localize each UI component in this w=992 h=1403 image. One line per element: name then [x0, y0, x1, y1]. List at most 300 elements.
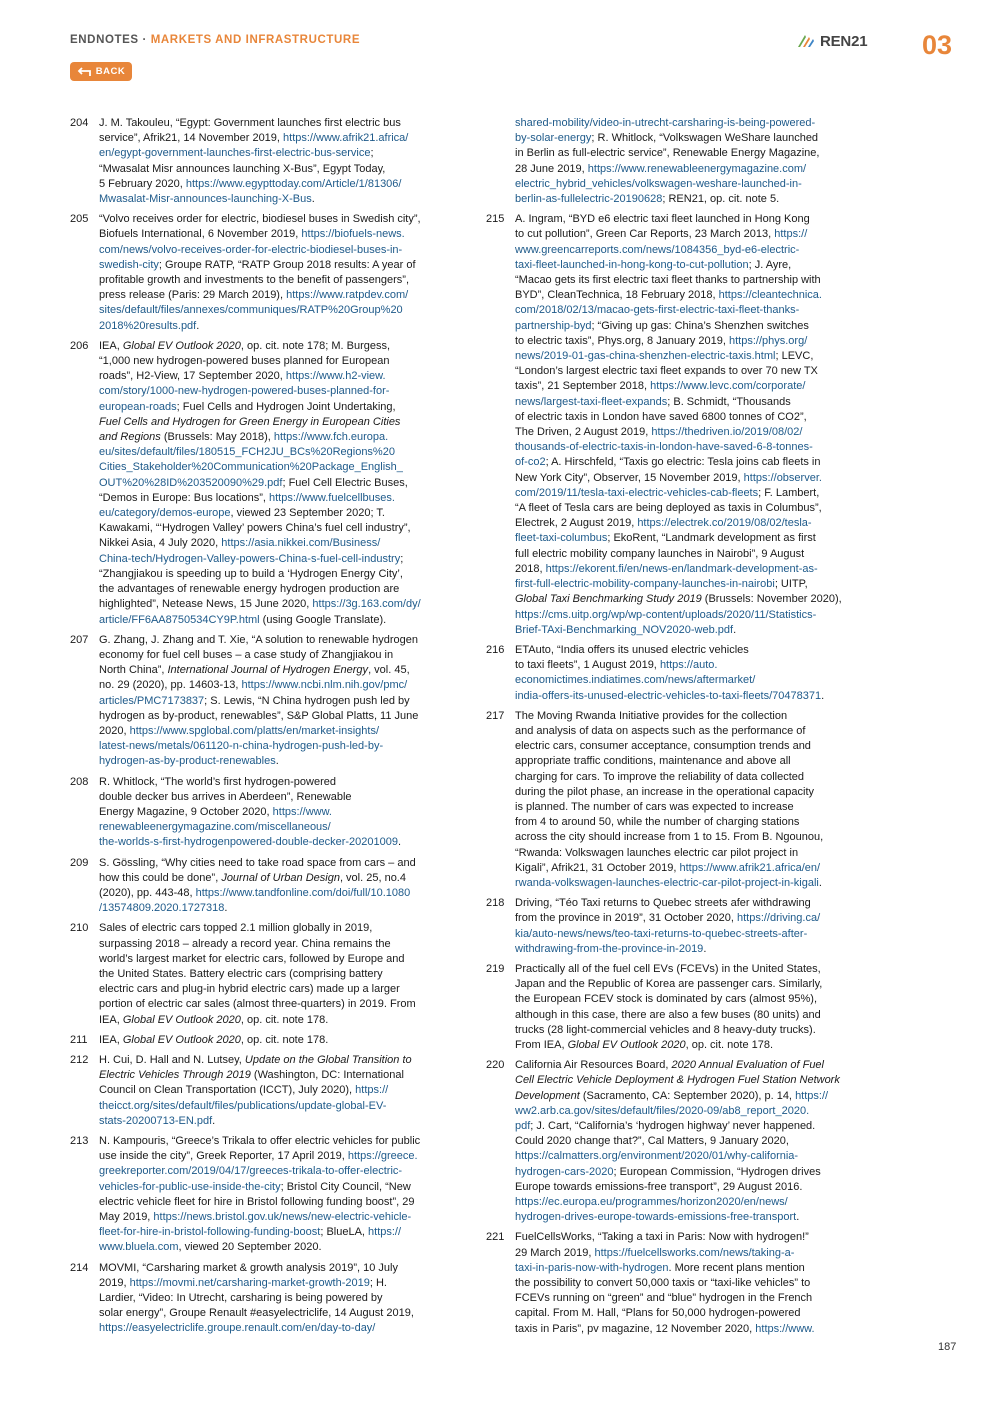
reference-link[interactable]: theicct.org/sites/default/files/publications/update-global-EV-: [99, 1099, 387, 1112]
endnote-line: [99, 886, 460, 901]
endnote: [70, 116, 460, 207]
reference-link[interactable]: latest-news/metals/061120-n-china-hydrogen-push-led-by-: [99, 740, 384, 753]
chapter-number: 03: [922, 30, 953, 60]
reference-link[interactable]: https://www.afrik21.africa/en/: [679, 861, 821, 874]
reference-link[interactable]: https://: [795, 1089, 829, 1102]
endnote-line: [99, 212, 460, 227]
endnote-line: [99, 835, 460, 850]
reference-link[interactable]: 2018%20results.pdf: [99, 319, 197, 332]
reference-link[interactable]: https://www.: [755, 1322, 815, 1335]
endnote-text-segment: use inside the city”, Greek Reporter, 17 April 2019,: [99, 1150, 348, 1163]
reference-link[interactable]: renewableenergymagazine.com/miscellaneous/: [99, 821, 331, 834]
endnote-text-segment: Practically all of the fuel cell EVs (FCEVs) in the United States,: [515, 962, 821, 975]
endnote-text: [515, 962, 876, 1053]
reference-link[interactable]: by-solar-energy: [515, 132, 592, 145]
reference-link[interactable]: fleet-for-hire-in-bristol-following-funding-boost: [99, 1226, 321, 1239]
endnote-text-segment: Driving, “Téo Taxi returns to Quebec streets afer withdrawing: [515, 897, 811, 910]
reference-link[interactable]: com/story/1000-new-hydrogen-powered-buses-planned-for-: [99, 385, 390, 398]
reference-link[interactable]: the-worlds-s-first-hydrogenpowered-double-decker-20201009: [99, 836, 398, 849]
endnote-line: [99, 384, 460, 399]
endnote-text-segment: to taxi fleets”, 1 August 2019,: [515, 659, 660, 672]
endnote-line: [515, 192, 876, 207]
endnote-line: [515, 1246, 876, 1261]
endnote-line: [515, 212, 876, 227]
endnote-text-segment: ; Fuel Cells and Hydrogen Joint Undertaking,: [176, 400, 396, 413]
reference-link[interactable]: en/egypt-government-launches-first-electric-bus-service: [99, 147, 371, 160]
reference-link[interactable]: https://observer.: [743, 471, 822, 484]
endnote-line: [515, 1073, 876, 1088]
reference-link[interactable]: https://asia.nikkei.com/Business/: [221, 537, 381, 550]
reference-link[interactable]: article/FF6AA8750534CY9P.html: [99, 613, 260, 626]
endnote-text: [99, 339, 460, 628]
reference-link[interactable]: https://driving.ca/: [736, 912, 821, 925]
endnote-line: [99, 1210, 460, 1225]
reference-link[interactable]: https://www.egypttoday.com/Article/1/81306/: [185, 177, 402, 190]
reference-link[interactable]: https://www.renewableenergymagazine.com/: [587, 162, 807, 175]
reference-link[interactable]: www.greencarreports.com/news/1084356_byd-e6-electric-: [515, 243, 800, 256]
reference-link[interactable]: https://www.: [272, 805, 332, 818]
reference-link[interactable]: https://calmatters.org/environment/2020/01/why-california-: [515, 1150, 799, 1163]
endnote-line: [99, 1180, 460, 1195]
reference-link[interactable]: https://easyelectriclife.groupe.renault.com/en/day-to-day/: [99, 1322, 376, 1335]
endnote-line: [99, 613, 460, 628]
publication-title: Fuel Cells and Hydrogen for Green Energy in European Cities: [99, 415, 401, 428]
endnote-text-segment: MOVMI, “Carsharing market & growth analysis 2019”, 10 July: [99, 1261, 398, 1274]
endnote-line: [99, 1134, 460, 1149]
endnote-line: [99, 258, 460, 273]
publication-title: and Regions: [99, 431, 161, 444]
endnote-line: [99, 400, 460, 415]
reference-link[interactable]: hydrogen-as-by-product-renewables: [99, 755, 276, 768]
endnote-line: [515, 364, 876, 379]
endnote-line: [515, 303, 876, 318]
endnote-text-segment: double decker bus arrives in Aberdeen”, Renewable: [99, 790, 352, 803]
reference-link[interactable]: berlin-as-fullelectric-20190628: [515, 193, 663, 206]
reference-link[interactable]: https://www.levc.com/corporate/: [650, 380, 806, 393]
endnote-line: [515, 623, 876, 638]
reference-link[interactable]: https://: [355, 1084, 389, 1097]
endnote-line: [99, 1261, 460, 1276]
reference-link[interactable]: european-roads: [99, 400, 177, 413]
endnote-line: [99, 1099, 460, 1114]
publication-title: Cell Electric Vehicle Deployment & Hydrogen Fuel Station Network: [515, 1074, 840, 1087]
reference-link[interactable]: shared-mobility/video-in-utrecht-carsharing-is-being-powered-: [515, 117, 816, 129]
endnote-line: [515, 846, 876, 861]
endnote-text-segment: J. M. Takouleu, “Egypt: Government launches first electric bus: [99, 117, 401, 129]
endnote-line: [515, 1261, 876, 1276]
endnote-text-segment: profitable growth and investments to the benefit of passengers”,: [99, 274, 410, 287]
endnote-line: [99, 820, 460, 835]
endnote-text-segment: ; S. Lewis, “N China hydrogen push led by: [204, 694, 410, 707]
reference-link[interactable]: com/news/volvo-receives-order-for-electric-biodiesel-buses-in-: [99, 243, 403, 256]
endnote-number: 217: [486, 709, 505, 722]
endnote-line: [515, 334, 876, 349]
endnote-line: [515, 1322, 876, 1337]
endnote-text-segment: IEA,: [99, 1013, 123, 1026]
reference-link[interactable]: https://greece.: [347, 1150, 418, 1163]
endnote-text-segment: 2020,: [99, 724, 130, 737]
reference-link[interactable]: news/largest-taxi-fleet-expands: [515, 395, 668, 408]
endnote-line: [515, 162, 876, 177]
endnote-text-segment: Could 2020 change that?”, Cal Matters, 9 January 2020,: [515, 1135, 789, 1148]
endnote-line: [99, 243, 460, 258]
endnote-text-segment: H. Cui, D. Hall and N. Lutsey,: [99, 1053, 245, 1066]
endnote-line: [515, 1104, 876, 1119]
endnote-line: [99, 1306, 460, 1321]
endnote-text-segment: , op. cit. note 178.: [240, 1013, 329, 1026]
endnote-text-segment: , vol. 45,: [368, 664, 410, 677]
endnote-line: [99, 319, 460, 334]
endnote-line: [99, 694, 460, 709]
endnote-text-segment: .: [821, 689, 825, 702]
reference-link[interactable]: Cities_Stakeholder%20Communication%20Package_English_: [99, 461, 403, 474]
endnote-text-segment: (using Google Translate).: [259, 613, 387, 626]
reference-link[interactable]: https://auto.: [659, 659, 718, 672]
endnote-line: [515, 395, 876, 410]
endnote-text-segment: Energy Magazine, 9 October 2020,: [99, 805, 273, 818]
endnote-line: [515, 1276, 876, 1291]
endnote-text-segment: S. Gössling, “Why cities need to take road space from cars – and: [99, 856, 416, 869]
endnote-text-segment: electric vehicle fleet for hire in Bristol following funding boost”, 29: [99, 1195, 415, 1208]
endnote-line: [515, 896, 876, 911]
reference-link[interactable]: https://movmi.net/carsharing-market-growth-2019: [129, 1276, 370, 1289]
endnote-line: [515, 709, 876, 724]
endnote-text-segment: 2019,: [99, 1276, 130, 1289]
endnote-text-segment: (Washington, DC: International: [250, 1069, 404, 1082]
endnote-line: [515, 471, 876, 486]
endnote-text-segment: the advantages of renewable energy hydrogen production are: [99, 583, 400, 596]
reference-link[interactable]: partnership-byd: [515, 319, 592, 332]
endnote-text-segment: .: [311, 193, 315, 206]
endnote-text-segment: “Zhangjiakou is speeding up to build a ‘Hydrogen Energy City’,: [99, 567, 403, 580]
endnote: [70, 1134, 460, 1256]
endnote-text-segment: .: [398, 836, 402, 849]
endnote-line: [515, 1230, 876, 1245]
endnote-text-segment: ; J. Cart, “California’s ‘hydrogen highway’ never happened.: [530, 1120, 816, 1132]
reference-link[interactable]: https://electrek.co/2019/08/02/tesla-: [637, 517, 812, 530]
reference-link[interactable]: stats-20200713-EN.pdf: [99, 1114, 213, 1127]
endnote-line: [99, 227, 460, 242]
endnote-line: [515, 273, 876, 288]
reference-link[interactable]: https://www.spglobal.com/platts/en/market-insights/: [129, 724, 380, 737]
endnote-line: [99, 952, 460, 967]
endnote: [70, 856, 460, 917]
reference-link[interactable]: articles/PMC7173837: [99, 694, 205, 707]
endnote-line: [515, 592, 876, 607]
reference-link[interactable]: https://www.ratpdev.com/: [286, 289, 409, 302]
endnote-number: 218: [486, 897, 505, 910]
reference-link[interactable]: ww2.arb.ca.gov/sites/default/files/2020-09/ab8_report_2020.: [515, 1104, 810, 1117]
reference-link[interactable]: economictimes.indiatimes.com/news/aftermarket/: [515, 674, 756, 687]
endnote-text-segment: North China”,: [99, 664, 168, 677]
publication-title: Global Taxi Benchmarking Study 2019: [515, 593, 702, 606]
endnote-text-segment: ; “Giving up gas: China’s Shenzhen switches: [591, 319, 809, 332]
ren21-logo: [796, 32, 867, 50]
publication-title: Journal of Urban Design: [221, 871, 340, 884]
endnote-line: [99, 567, 460, 582]
endnote-line: [515, 962, 876, 977]
endnote-line: [515, 243, 876, 258]
endnote-line: [515, 927, 876, 942]
reference-link[interactable]: https://biofuels-news.: [301, 228, 405, 241]
reference-link[interactable]: https://ec.europa.eu/programmes/horizon2020/en/news/: [515, 1196, 788, 1209]
reference-link[interactable]: rwanda-volkswagen-launches-electric-car-pilot-project-in-kigali: [515, 876, 819, 889]
endnote-text: [99, 1033, 460, 1048]
endnote-text-segment: ;: [370, 147, 374, 160]
endnote-line: [99, 177, 460, 192]
endnote-line: [99, 597, 460, 612]
endnote-line: [99, 369, 460, 384]
endnote-text-segment: no. 29 (2020), pp. 14603-13,: [99, 679, 242, 692]
endnote-line: [515, 992, 876, 1007]
endnote-text-segment: to cut pollution”, Green Car Reports, 23 March 2013,: [515, 228, 775, 241]
endnote-line: [515, 501, 876, 516]
reference-link[interactable]: https://phys.org/: [729, 334, 808, 347]
endnote-line: [515, 1195, 876, 1210]
reference-link[interactable]: thousands-of-electric-taxis-in-london-have-saved-6-8-tonnes-: [515, 441, 813, 454]
endnote-line: [99, 648, 460, 663]
endnote-text: [99, 856, 460, 917]
reference-link[interactable]: india-offers-its-unused-electric-vehicles-to-taxi-fleets/70478371: [515, 689, 822, 702]
endnote: [70, 212, 460, 334]
endnote-text-segment: taxis in Paris”, pv magazine, 12 November 2020,: [515, 1322, 756, 1335]
reference-link[interactable]: Mwasalat-Misr-announces-launching-X-Bus: [99, 193, 312, 206]
endnote-text: [99, 921, 460, 1027]
endnote-text-segment: from 4 to around 50, while the number of charging stations: [515, 816, 800, 829]
reference-link[interactable]: first-full-electric-mobility-company-launches-in-nairobi: [515, 578, 775, 591]
back-button[interactable]: [70, 62, 132, 81]
endnote-line: [515, 425, 876, 440]
endnote-text: [99, 212, 460, 334]
reference-link[interactable]: news/2019-01-gas-china-shenzhen-electric-taxis.html: [515, 350, 776, 363]
reference-link[interactable]: withdrawing-from-the-province-in-2019: [515, 942, 704, 955]
endnote-line: [515, 319, 876, 334]
endnote-text-segment: charging for cars. To improve the reliability of data collected: [515, 770, 804, 783]
reference-link[interactable]: vehicles-for-public-use-inside-the-city: [99, 1180, 281, 1193]
endnote-line: [515, 1058, 876, 1073]
endnote-text-segment: press release (Paris: 29 March 2019),: [99, 289, 287, 302]
reference-link[interactable]: taxi-fleet-launched-in-hong-kong-to-cut-pollution: [515, 258, 749, 271]
endnote-line: [515, 1306, 876, 1321]
endnote-line: [515, 1119, 876, 1134]
endnote-text: [515, 212, 876, 638]
reference-link[interactable]: China-tech/Hydrogen-Valley-powers-China-s-fuel-cell-industry: [99, 552, 401, 565]
reference-link[interactable]: https://www.tandfonline.com/doi/full/10.1080: [195, 886, 411, 899]
endnote-text-segment: ETAuto, “India offers its unused electric vehicles: [515, 643, 749, 656]
endnote-text-segment: service”, Afrik21, 14 November 2019,: [99, 132, 284, 145]
endnote-text-segment: .: [796, 1211, 800, 1224]
endnote-line: [99, 303, 460, 318]
endnote-line: [99, 192, 460, 207]
endnote-text: [99, 1134, 460, 1256]
endnote-text-segment: 28 June 2019,: [515, 162, 588, 175]
endnote-text-segment: “Macao gets its first electric taxi fleet thanks to partnership with: [515, 274, 821, 287]
endnote-line: [515, 608, 876, 623]
reference-link[interactable]: Brief-TAxi-Benchmarking_NOV2020-web.pdf: [515, 623, 734, 636]
endnotes-right-column: [486, 116, 876, 1342]
reference-link[interactable]: https://fuelcellsworks.com/news/taking-a-: [594, 1246, 795, 1259]
endnote-text-segment: how this could be done”,: [99, 871, 222, 884]
endnote-text-segment: FCEVs running on “green” and “blue” hydrogen in the French: [515, 1292, 813, 1305]
endnote-line: [99, 1114, 460, 1129]
endnote-line: [99, 775, 460, 790]
back-arrow-icon: [77, 67, 91, 77]
endnote: [70, 921, 460, 1027]
endnote: [70, 633, 460, 770]
endnote-text-segment: .: [196, 319, 200, 332]
endnote-line: [99, 790, 460, 805]
endnote-line: [515, 673, 876, 688]
reference-link[interactable]: /13574809.2020.1727318: [99, 902, 225, 915]
endnote-text-segment: IEA,: [99, 1033, 123, 1046]
endnote-number: 214: [70, 1261, 89, 1274]
endnote-line: [99, 724, 460, 739]
reference-link[interactable]: electric_hybrid_vehicles/volkswagen-weshare-launched-in-: [515, 177, 802, 190]
endnote-line: [515, 131, 876, 146]
endnote-line: [99, 273, 460, 288]
endnote-text-segment: ; H.: [369, 1276, 387, 1289]
endnote-line: [99, 663, 460, 678]
reference-link[interactable]: kia/auto-news/news/teo-taxi-returns-to-quebec-streets-after-: [515, 927, 808, 940]
endnote-text-segment: is planned. The number of cars was expected to increase: [515, 800, 794, 813]
endnote-number: 207: [70, 633, 89, 646]
endnote-line: [515, 785, 876, 800]
reference-link[interactable]: OUT%20%28ID%203520090%29.pdf: [99, 476, 283, 489]
reference-link[interactable]: com/2018/02/13/macao-gets-first-electric-taxi-fleet-thanks-: [515, 304, 800, 317]
endnote-line: [99, 739, 460, 754]
reference-link[interactable]: eu/sites/default/files/180515_FCH2JU_BCs%20Regions%20: [99, 446, 395, 459]
endnote-line: [515, 1038, 876, 1053]
endnote-text-segment: G. Zhang, J. Zhang and T. Xie, “A solution to renewable hydrogen: [99, 633, 418, 646]
endnote-line: [515, 1180, 876, 1195]
endnote-number: 212: [70, 1053, 89, 1066]
reference-link[interactable]: swedish-city: [99, 258, 159, 271]
reference-link[interactable]: https://ekorent.fi/en/news-en/landmark-development-as-: [545, 562, 818, 575]
reference-link[interactable]: hydrogen-cars-2020: [515, 1165, 614, 1178]
endnote-number: 216: [486, 643, 505, 656]
reference-link[interactable]: https://: [368, 1226, 402, 1239]
endnote-line: [99, 1276, 460, 1291]
endnote-text-segment: in Berlin as full-electric service”, Renewable Energy Magazine,: [515, 147, 820, 160]
endnote-text-segment: 5 February 2020,: [99, 177, 186, 190]
endnote-line: [99, 1083, 460, 1098]
reference-link[interactable]: www.bluela.com: [99, 1241, 179, 1254]
reference-link[interactable]: https://3g.163.com/dy/: [312, 598, 421, 611]
endnote-line: [99, 1053, 460, 1068]
endnote-line: [515, 911, 876, 926]
endnote-text-segment: ; J. Ayre,: [748, 258, 792, 271]
reference-link[interactable]: eu/category/demos-europe: [99, 507, 231, 520]
endnote-line: [99, 116, 460, 131]
endnotes-left-column: [70, 116, 460, 1342]
endnote-line: [515, 516, 876, 531]
endnote-line: [99, 871, 460, 886]
endnote-text-segment: “A fleet of Tesla cars are being deployed as taxis in Columbus”,: [515, 502, 822, 515]
endnote-line: [99, 678, 460, 693]
reference-link[interactable]: fleet-taxi-columbus: [515, 532, 608, 545]
endnote-text-segment: 2018,: [515, 562, 546, 575]
endnote-text-segment: ;: [400, 552, 404, 565]
endnote-text-segment: “Mwasalat Misr announces launching X-Bus”, Egypt Today,: [99, 162, 386, 175]
endnote-line: [99, 967, 460, 982]
reference-link[interactable]: https://news.bristol.gov.uk/news/new-electric-vehicle-: [153, 1211, 412, 1224]
endnote: [486, 896, 876, 957]
endnote-number: 205: [70, 213, 89, 226]
reference-link[interactable]: https://www.h2-view.: [285, 370, 386, 383]
endnote-number: 215: [486, 213, 505, 226]
reference-link[interactable]: https://: [774, 228, 808, 241]
endnote-number: 206: [70, 339, 89, 352]
reference-link[interactable]: greekreporter.com/2019/04/17/greeces-trikala-to-offer-electric-: [99, 1165, 403, 1178]
endnote-text-segment: .: [275, 755, 279, 768]
publication-title: Global EV Outlook 2020: [122, 339, 241, 352]
endnote-text-segment: FuelCellsWorks, “Taking a taxi in Paris: Now with hydrogen!”: [515, 1231, 809, 1244]
reference-link[interactable]: https://www.fch.europa.: [273, 431, 389, 444]
reference-link[interactable]: https://cms.uitp.org/wp/wp-content/uploads/2020/11/Statistics-: [515, 608, 817, 621]
reference-link[interactable]: of-co2: [515, 456, 546, 469]
endnote-text-segment: during the pilot phase, an increase in the operational capacity: [515, 785, 815, 798]
reference-link[interactable]: pdf: [515, 1120, 531, 1132]
endnote-line: [515, 258, 876, 273]
reference-link[interactable]: https://www.afrik21.africa/: [283, 132, 409, 145]
reference-link[interactable]: taxi-in-paris-now-with-hydrogen: [515, 1261, 669, 1274]
endnote-text-segment: ; European Commission, “Hydrogen drives: [613, 1165, 821, 1178]
reference-link[interactable]: hydrogen-drives-europe-towards-emissions-free-transport: [515, 1211, 797, 1224]
reference-link[interactable]: https://www.ncbi.nlm.nih.gov/pmc/: [241, 679, 408, 692]
endnote-text-segment: “Volvo receives order for electric, biodiesel buses in Swedish city”,: [99, 213, 421, 226]
endnote-line: [515, 754, 876, 769]
endnote-text-segment: trucks (28 light-commercial vehicles and 8 heavy-duty trucks).: [515, 1023, 816, 1036]
endnote-text-segment: Biofuels International, 6 November 2019,: [99, 228, 302, 241]
reference-link[interactable]: https://www.fuelcellbuses.: [268, 491, 395, 504]
endnote-number: 204: [70, 117, 89, 129]
endnote-number: 210: [70, 922, 89, 935]
endnote-text-segment: (Brussels: November 2020),: [701, 593, 842, 606]
endnote-text-segment: to electric taxis”, Phys.org, 8 January 2019,: [515, 334, 729, 347]
endnote-text-segment: (Brussels: May 2018),: [160, 431, 274, 444]
endnote-line: [99, 1068, 460, 1083]
endnote-line: [99, 521, 460, 536]
endnote-line: [99, 901, 460, 916]
endnote-line: [515, 1134, 876, 1149]
endnote-text-segment: Europe towards emissions-free transport”, 29 August 2016.: [515, 1180, 803, 1193]
reference-link[interactable]: sites/default/files/annexes/communiques/RATP%20Group%20: [99, 304, 403, 317]
endnote-text-segment: ; LEVC,: [775, 350, 814, 363]
endnote: [486, 1058, 876, 1225]
publication-title: 2020 Annual Evaluation of Fuel: [671, 1059, 824, 1072]
endnote-line: [99, 921, 460, 936]
endnote-line: [515, 547, 876, 562]
endnote-number: 209: [70, 856, 89, 869]
endnote-text: [99, 633, 460, 770]
endnote-line: [99, 506, 460, 521]
reference-link[interactable]: https://thedriven.io/2019/08/02/: [651, 426, 803, 439]
page-header: [70, 34, 360, 46]
endnote-text-segment: California Air Resources Board,: [515, 1059, 672, 1072]
endnote-text-segment: .: [733, 623, 737, 636]
endnote-line: [515, 830, 876, 845]
endnote-text-segment: electric cars, consumer acceptance, consumption trends and: [515, 740, 811, 753]
back-label: BACK: [95, 66, 126, 77]
endnote-text-segment: May 2019,: [99, 1211, 154, 1224]
endnote-text-segment: ; EkoRent, “Landmark development as first: [607, 532, 816, 545]
endnote-line: [515, 861, 876, 876]
reference-link[interactable]: com/2019/11/tesla-taxi-electric-vehicles-cab-fleets: [515, 486, 759, 499]
endnote-text-segment: Sales of electric cars topped 2.1 million globally in 2019,: [99, 922, 373, 935]
reference-link[interactable]: https://cleantechnica.: [718, 289, 822, 302]
ren21-logo-icon: [796, 32, 816, 50]
endnote-line: [515, 349, 876, 364]
